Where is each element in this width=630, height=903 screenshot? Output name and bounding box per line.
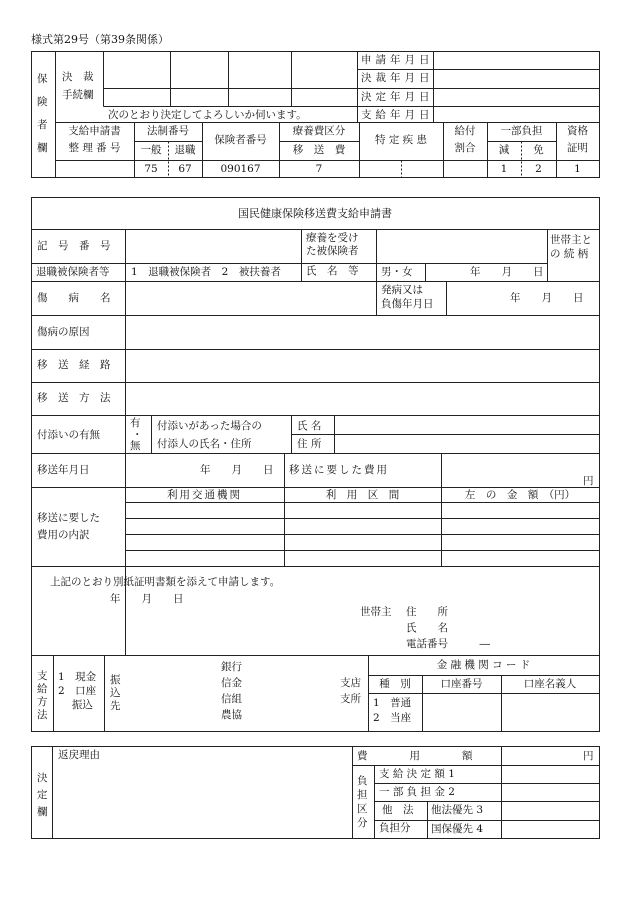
breakdown-header-transport: 利用交通機関 [167,489,242,501]
exempt-value: 2 [535,163,542,175]
relation-label-2: の 続 柄 [550,248,589,260]
pay-date-label: 支給年月日 [361,109,434,121]
law-general-value: 75 [144,163,158,175]
law-general-header: 一般 [140,144,162,156]
specific-disease-header: 特 定 疾 患 [374,134,427,146]
apply-date: 年 月 日 [110,593,184,605]
account-kind-header: 種 別 [379,678,411,690]
account-kind-ordinary: 1 普通 [373,697,412,709]
transport-date-label: 移送年月日 [37,464,90,476]
gender-select: 男・女 [381,266,413,278]
law-retired-value: 67 [178,163,192,175]
injury-cause-label: 傷病の原因 [37,326,90,338]
receipt-no-header-2: 整 理 番 号 [68,142,121,154]
relation-label-1: 世帯主と [550,234,592,246]
name-label: 氏 名 [406,622,448,634]
decision-date-label: 決裁年月日 [361,72,434,84]
transport-fee-header: 移 送 費 [292,144,346,156]
transport-fee-value: 7 [315,163,323,175]
form-number: 様式第29号（第39条関係） [31,33,169,46]
insured-label-3: 氏 名 等 [306,265,359,277]
attendant-label: 付添いの有無 [37,429,100,441]
attendant-address-label: 住 所 [297,438,322,450]
account-name-header: 口座名義人 [523,678,577,690]
payment-cash: 1 現金 [58,671,97,683]
insured-label-2: た被保険者 [306,245,359,257]
medical-class-header: 療養費区分 [292,125,346,137]
qualification-value: 1 [574,163,581,175]
partial-burden-header: 一部負担 [500,125,543,137]
transport-cost-yen: 円 [583,475,594,487]
qualification-header-2: 証明 [567,142,588,154]
exempt-header: 免 [533,144,544,156]
attendant-no: 無 [130,440,141,452]
transport-date: 年 月 日 [200,464,274,476]
breakdown-header-amount: 左 の 金 額 （円） [464,489,576,501]
other-law-label-2: 負担分 [379,822,411,834]
branch-type-shiten: 支店 [340,677,361,689]
breakdown-header-section: 利 用 区 間 [325,489,400,501]
procedure-label: 手続欄 [62,89,94,101]
account-no-header: 口座番号 [440,678,483,690]
benefit-ratio-header-2: 割合 [454,142,476,154]
insurer-no-value: 090167 [220,163,261,175]
other-law-priority: 他法優先 3 [431,804,484,816]
birth-date: 年 月 日 [470,266,544,278]
householder-label: 世帯主 [360,606,392,618]
phone-label: 電話番号 ― [406,638,490,650]
fi-code-header: 金 融 機 関 コ ー ド [436,659,531,671]
insured-label-1: 療養を受け [306,232,359,244]
law-retired-header: 退職 [174,144,196,156]
breakdown-label-2: 費用の内訳 [37,529,90,541]
attendant-dot: ・ [132,429,143,441]
form-title: 国民健康保険移送費支給申請書 [238,207,392,220]
onset-date: 年 月 日 [510,292,584,304]
receipt-no-header: 支給申請書 [68,125,121,137]
breakdown-label-1: 移送に要した [37,512,100,524]
approval-text: 次のとおり決定してよろしいか伺います。 [108,109,307,121]
retired-options: 1 退職被保険者 2 被扶養者 [131,266,281,278]
declaration-text: 上記のとおり別紙証明書類を添えて申請します。 [50,576,281,588]
injury-name-label: 傷 病 名 [37,292,111,304]
attendant-info-1: 付添いがあった場合の [157,420,262,432]
account-kind-current: 2 当座 [373,712,412,724]
apply-date-label: 申請年月日 [361,54,434,66]
bank-type-nokyo: 農協 [221,709,242,721]
benefit-ratio-header: 給付 [454,125,476,137]
expense-label: 費 用 額 [357,750,473,762]
decision-label: 決 裁 [62,71,94,83]
bank-type-bank: 銀行 [221,661,242,673]
other-law-label-1: 他 法 [382,804,414,816]
onset-label-1: 発病又は [381,284,423,296]
partial-amount-label: 一 部 負 担 金 2 [379,786,455,798]
payment-transfer: 振込 [58,699,93,711]
insurer-no-header: 保険者番号 [214,134,267,146]
route-label: 移 送 経 路 [37,359,111,371]
retired-insured-label: 退職被保険者等 [36,266,110,278]
reduce-header: 減 [498,144,510,156]
determine-date-label: 決定年月日 [361,91,434,103]
bottom-box-border [32,747,600,839]
symbol-number-label: 記 号 番 号 [37,240,111,252]
nhi-priority: 国保優先 4 [431,823,484,835]
transport-cost-label: 移送に要した費用 [289,464,389,476]
qualification-header: 資格 [567,125,588,137]
bank-type-shinkumi: 信組 [221,693,242,705]
return-reason-label: 返戻理由 [58,749,100,761]
bank-type-shinkin: 信金 [221,677,242,689]
law-no-header: 法制番号 [147,125,189,137]
onset-label-2: 負傷年月日 [381,298,434,310]
payment-amount-label: 支 給 決 定 額 1 [379,768,455,780]
attendant-info-2: 付添人の氏名・住所 [157,438,252,450]
payment-account: 2 口座 [58,685,97,697]
method-label: 移 送 方 法 [37,392,111,404]
attendant-name-label: 氏 名 [297,420,322,432]
address-label: 住 所 [406,606,448,618]
attendant-yes: 有 [130,417,141,429]
reduce-value: 1 [500,163,508,175]
expense-yen: 円 [583,750,594,762]
branch-type-shisho: 支所 [340,693,361,705]
